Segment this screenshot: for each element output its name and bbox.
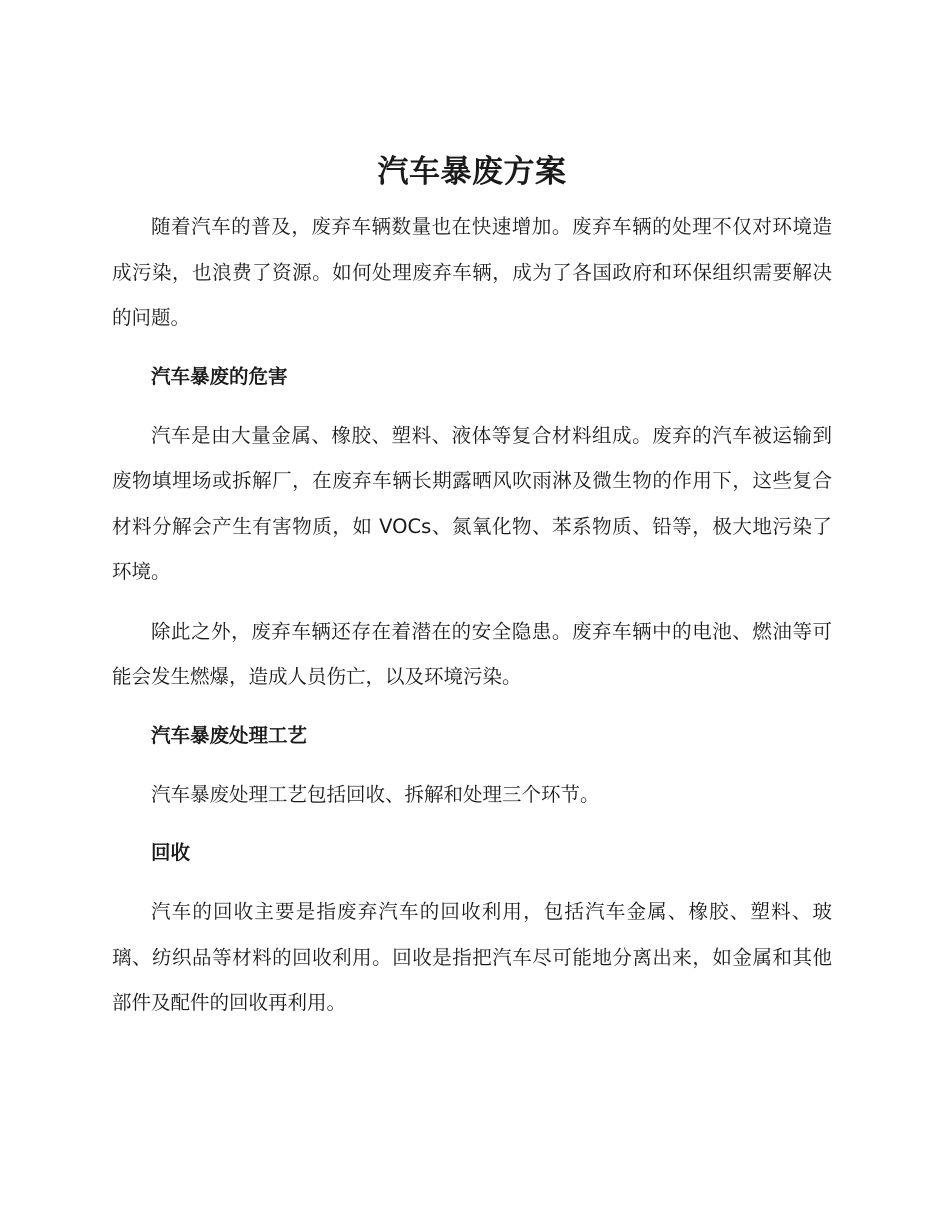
document-page <box>112 150 832 1040</box>
section-heading-hazards: 汽车暴废的危害 <box>151 364 288 388</box>
section-heading-process: 汽车暴废处理工艺 <box>151 723 308 747</box>
intro-paragraph: 随着汽车的普及，废弃车辆数量也在快速增加。废弃车辆的处理不仅对环境造成污染，也浪费了资源。如何处理废弃车辆，成为了各国政府和环保组织需要解决的问题。 <box>112 215 832 329</box>
section-heading-recycling: 回收 <box>151 841 191 864</box>
document-title: 汽车暴废方案 <box>377 154 567 190</box>
process-paragraph: 汽车暴废处理工艺包括回收、拆解和处理三个环节。 <box>151 782 600 806</box>
hazards-paragraph-1: 汽车是由大量金属、橡胶、塑料、液体等复合材料组成。废弃的汽车被运输到废物填埋场或拆解厂，在废弃车辆长期露晒风吹雨淋及微生物的作用下，这些复合材料分解会产生有害物质，如 VOCs、氮氧化物、苯系物质、铅等，极大地污染了环境。 <box>112 423 832 583</box>
recycling-paragraph: 汽车的回收主要是指废弃汽车的回收利用，包括汽车金属、橡胶、塑料、玻璃、纺织品等材料的回收利用。回收是指把汽车尽可能地分离出来，如金属和其他部件及配件的回收再利用。 <box>112 900 832 1014</box>
hazards-paragraph-2: 除此之外，废弃车辆还存在着潜在的安全隐患。废弃车辆中的电池、燃油等可能会发生燃爆，造成人员伤亡，以及环境污染。 <box>112 619 832 688</box>
